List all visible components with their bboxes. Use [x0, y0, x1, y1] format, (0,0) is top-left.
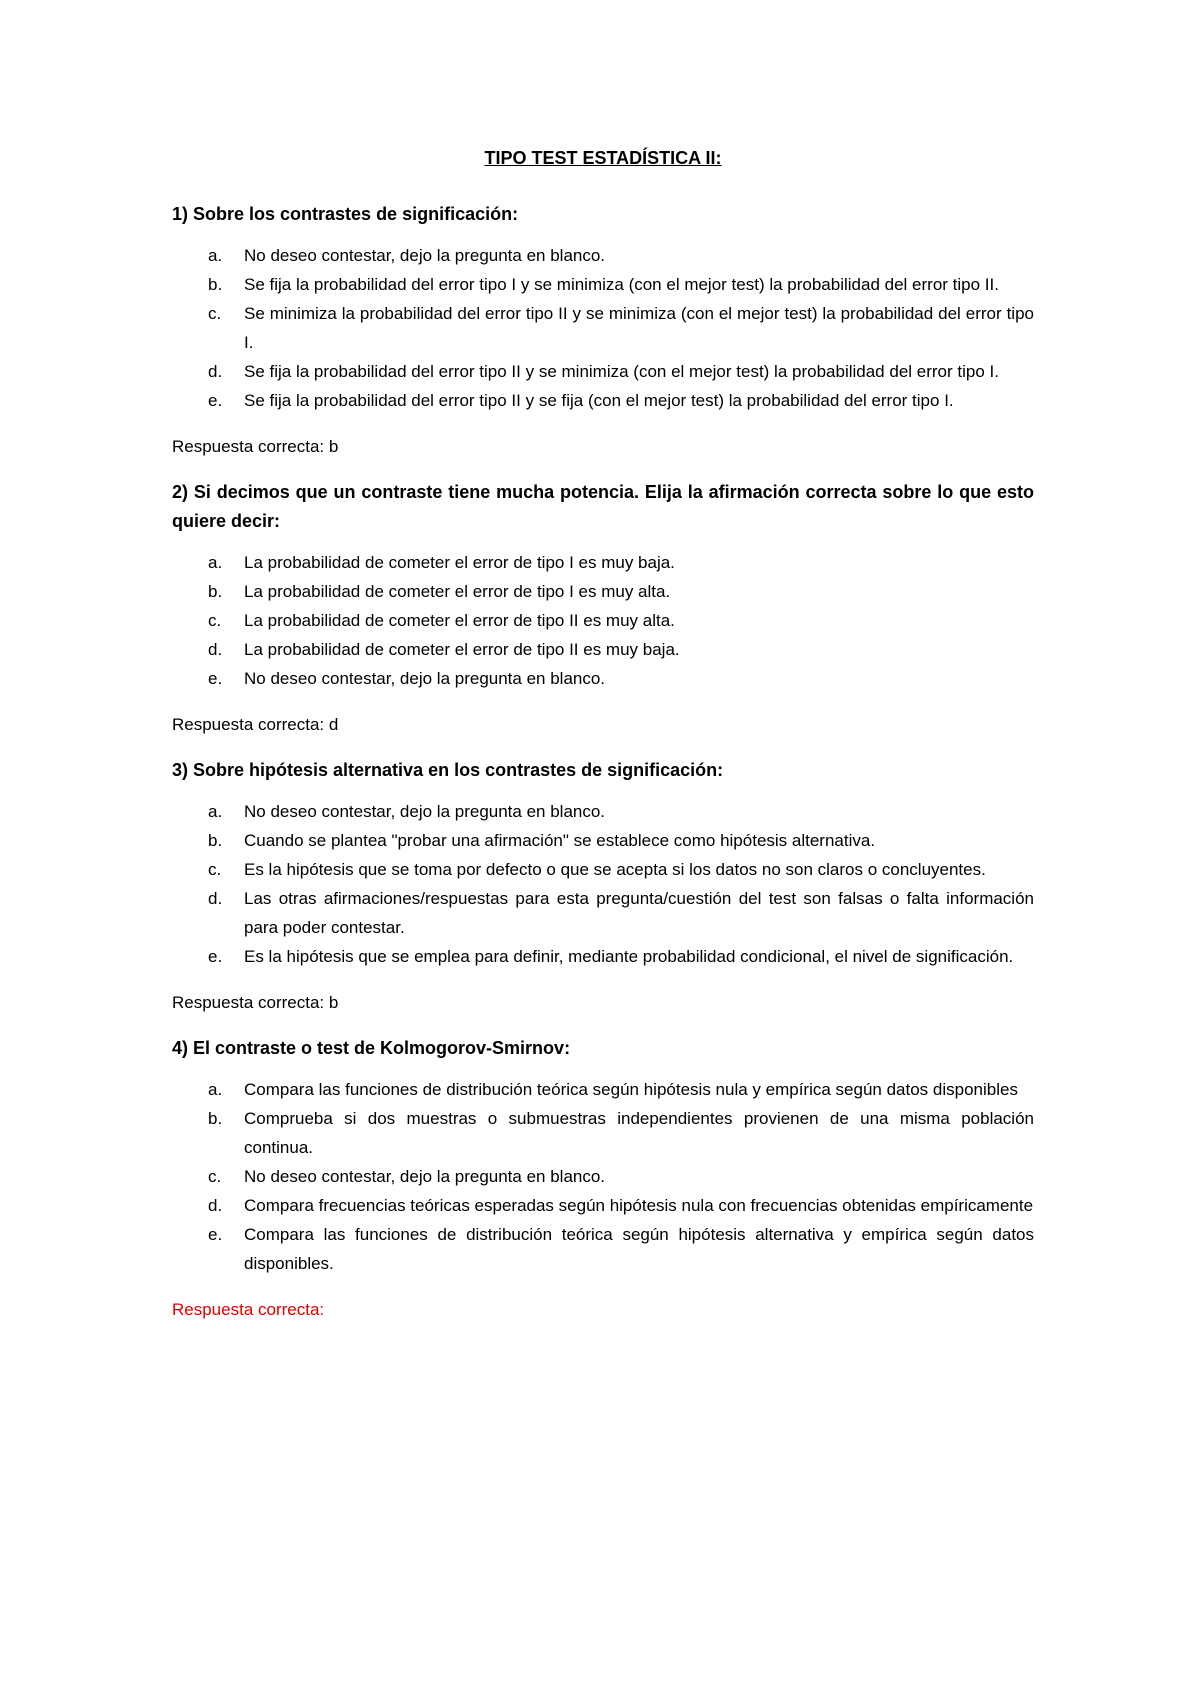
option-d — [172, 357, 1034, 386]
correct-answer: Respuesta correcta: d — [172, 715, 339, 734]
option-c — [172, 606, 1034, 635]
option-e — [172, 1220, 1034, 1278]
option-letter: d. — [208, 640, 223, 659]
option-letter: b. — [208, 582, 223, 601]
option-text: Es la hipótesis que se emplea para definir, mediante probabilidad condicional, el nivel de significación. — [244, 947, 1014, 966]
option-a — [172, 548, 1034, 577]
option-c — [172, 299, 1034, 357]
question-4 — [172, 1034, 1034, 1324]
option-e — [172, 386, 1034, 415]
option-text: La probabilidad de cometer el error de tipo I es muy baja. — [244, 553, 675, 572]
option-letter: e. — [208, 1225, 223, 1244]
option-c — [172, 855, 1034, 884]
option-text: Las otras afirmaciones/respuestas para esta pregunta/cuestión del test son falsas o falta información para poder contestar. — [244, 889, 1034, 937]
question-3 — [172, 756, 1034, 1017]
option-letter: b. — [208, 1109, 223, 1128]
option-letter: b. — [208, 831, 223, 850]
option-letter: e. — [208, 669, 223, 688]
option-letter: d. — [208, 1196, 223, 1215]
correct-answer: Respuesta correcta: b — [172, 993, 339, 1012]
option-letter: a. — [208, 802, 223, 821]
option-a — [172, 1075, 1034, 1104]
option-b — [172, 270, 1034, 299]
option-c — [172, 1162, 1034, 1191]
option-text: Se fija la probabilidad del error tipo II y se fija (con el mejor test) la probabilidad del error tipo I. — [244, 391, 954, 410]
option-text: Comprueba si dos muestras o submuestras independientes provienen de una misma población continua. — [244, 1109, 1034, 1157]
option-letter: c. — [208, 1167, 222, 1186]
option-text: Cuando se plantea "probar una afirmación" se establece como hipótesis alternativa. — [244, 831, 876, 850]
option-b — [172, 577, 1034, 606]
question-2 — [172, 478, 1034, 739]
option-letter: e. — [208, 391, 223, 410]
option-text: No deseo contestar, dejo la pregunta en blanco. — [244, 1167, 606, 1186]
question-1 — [172, 200, 1034, 461]
option-e — [172, 942, 1034, 971]
options-list — [172, 797, 1034, 971]
correct-answer: Respuesta correcta: b — [172, 437, 339, 456]
option-text: Compara las funciones de distribución teórica según hipótesis alternativa y empírica según datos disponibles. — [244, 1225, 1034, 1273]
option-letter: c. — [208, 611, 222, 630]
option-b — [172, 826, 1034, 855]
option-letter: c. — [208, 860, 222, 879]
option-letter: b. — [208, 275, 223, 294]
options-list — [172, 548, 1034, 693]
option-letter: d. — [208, 362, 223, 381]
option-letter: d. — [208, 889, 223, 908]
option-letter: c. — [208, 304, 222, 323]
option-d — [172, 1191, 1034, 1220]
option-a — [172, 241, 1034, 270]
option-letter: a. — [208, 553, 223, 572]
question-text: 2) Si decimos que un contraste tiene mucha potencia. Elija la afirmación correcta sobre lo que esto quiere decir: — [172, 482, 1034, 531]
option-d — [172, 884, 1034, 942]
option-letter: a. — [208, 246, 223, 265]
option-text: No deseo contestar, dejo la pregunta en blanco. — [244, 246, 606, 265]
option-d — [172, 635, 1034, 664]
option-text: No deseo contestar, dejo la pregunta en blanco. — [244, 802, 606, 821]
option-e — [172, 664, 1034, 693]
option-text: La probabilidad de cometer el error de tipo I es muy alta. — [244, 582, 671, 601]
option-text: No deseo contestar, dejo la pregunta en blanco. — [244, 669, 606, 688]
options-list — [172, 241, 1034, 415]
option-text: Se fija la probabilidad del error tipo I y se minimiza (con el mejor test) la probabilidad del error tipo II. — [244, 275, 999, 294]
option-letter: a. — [208, 1080, 223, 1099]
option-text: Se minimiza la probabilidad del error tipo II y se minimiza (con el mejor test) la probabilidad del error tipo I. — [244, 304, 1034, 352]
option-text: Compara frecuencias teóricas esperadas según hipótesis nula con frecuencias obtenidas empíricamente — [244, 1196, 1034, 1215]
option-letter: e. — [208, 947, 223, 966]
option-a — [172, 797, 1034, 826]
question-text: 3) Sobre hipótesis alternativa en los contrastes de significación: — [172, 760, 724, 780]
question-text: 1) Sobre los contrastes de significación: — [172, 204, 519, 224]
option-text: Se fija la probabilidad del error tipo II y se minimiza (con el mejor test) la probabilidad del error tipo I. — [244, 362, 999, 381]
correct-answer-pending: Respuesta correcta: — [172, 1300, 325, 1319]
option-text: Compara las funciones de distribución teórica según hipótesis nula y empírica según datos disponibles — [244, 1080, 1018, 1099]
options-list — [172, 1075, 1034, 1278]
option-b — [172, 1104, 1034, 1162]
option-text: La probabilidad de cometer el error de tipo II es muy baja. — [244, 640, 680, 659]
option-text: Es la hipótesis que se toma por defecto o que se acepta si los datos no son claros o concluyentes. — [244, 860, 986, 879]
option-text: La probabilidad de cometer el error de tipo II es muy alta. — [244, 611, 675, 630]
question-text: 4) El contraste o test de Kolmogorov-Smirnov: — [172, 1038, 571, 1058]
document-title: TIPO TEST ESTADÍSTICA II: — [484, 148, 722, 168]
